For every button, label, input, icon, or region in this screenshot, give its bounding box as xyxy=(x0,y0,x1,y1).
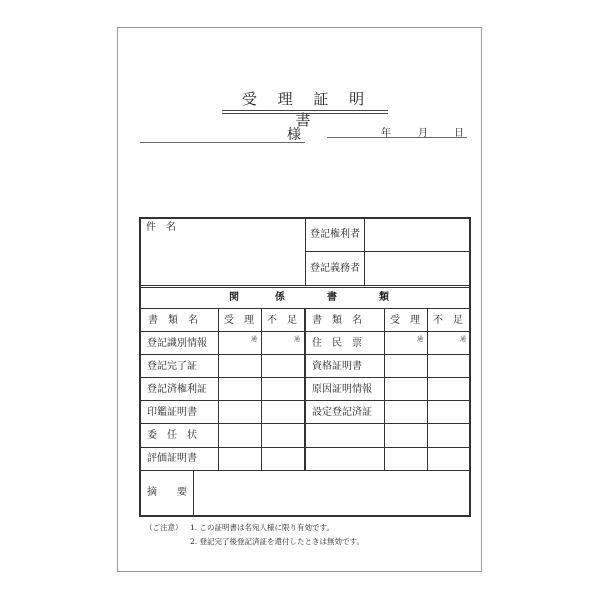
notes-prefix: （ご注意） xyxy=(145,523,183,532)
note-item-1: 1. この証明書は名宛人様に限り有効です。 xyxy=(190,523,334,532)
date-year-label: 年 xyxy=(381,128,391,139)
right-doc-item: 原因証明情報 xyxy=(312,384,372,395)
unit-marker: 通 xyxy=(460,336,467,343)
left-doc-item: 委 任 状 xyxy=(147,430,197,441)
left-docname-header: 書 類 名 xyxy=(148,315,198,326)
left-missing-header: 不 足 xyxy=(267,315,297,326)
unit-marker: 通 xyxy=(417,336,424,343)
date-month-label: 月 xyxy=(418,128,428,139)
title-underline xyxy=(222,110,388,111)
document-title: 受 理 証 明 書 xyxy=(241,90,373,129)
date-line xyxy=(327,137,467,138)
unit-marker: 通 xyxy=(294,336,301,343)
note-item-2: 2. 登記完了後登記済証を還付したときは無効です。 xyxy=(190,537,364,546)
rights-holder-label: 登記権利者 xyxy=(310,229,360,240)
left-doc-item: 登記完了証 xyxy=(147,361,197,372)
right-docname-header: 書 類 名 xyxy=(312,315,362,326)
addressee-suffix: 様 xyxy=(287,127,301,143)
left-doc-item: 登記済権利証 xyxy=(147,384,207,395)
obligor-label: 登記義務者 xyxy=(310,263,360,274)
left-doc-item: 評価証明書 xyxy=(147,453,197,464)
summary-label: 摘 要 xyxy=(147,487,187,498)
documents-heading-4: 類 xyxy=(379,292,389,303)
addressee-line xyxy=(140,142,305,143)
title-underline-double xyxy=(222,113,388,114)
left-doc-item: 登記識別情報 xyxy=(147,338,207,349)
left-received-header: 受 理 xyxy=(224,315,254,326)
right-received-header: 受 理 xyxy=(390,315,420,326)
right-doc-item: 設定登記済証 xyxy=(312,407,372,418)
left-doc-item: 印鑑証明書 xyxy=(147,407,197,418)
date-day-label: 日 xyxy=(454,128,464,139)
unit-marker: 通 xyxy=(251,336,258,343)
documents-heading-1: 関 xyxy=(229,292,239,303)
right-missing-header: 不 足 xyxy=(433,315,463,326)
right-doc-item: 住 民 票 xyxy=(312,338,362,349)
documents-heading-2: 係 xyxy=(275,292,285,303)
documents-heading-3: 書 xyxy=(327,292,337,303)
right-doc-item: 資格証明書 xyxy=(312,361,362,372)
subject-label: 件 名 xyxy=(146,222,176,233)
